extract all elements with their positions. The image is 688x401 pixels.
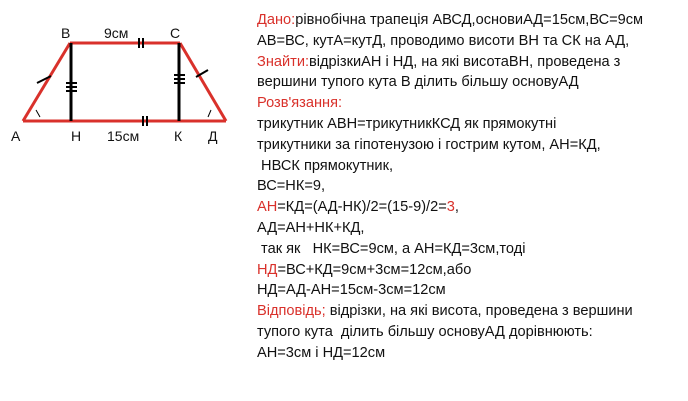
hk-length-label: 15см [107, 128, 140, 144]
bc-length-label: 9см [104, 25, 129, 41]
given-line-2: АВ=ВС, кутА=кутД, проводимо висоти ВН та СК на АД, [257, 32, 630, 49]
solution-text [257, 10, 682, 364]
vertex-label-d: Д [208, 128, 218, 144]
answer-line-2: тупого кута ділить більшу основуАД дорівнюють: [257, 323, 593, 340]
tick-marks [37, 38, 208, 126]
vertex-label-c: С [170, 25, 181, 41]
find-line-2: вершини тупого кута В ділить більшу основуАД [257, 74, 579, 91]
vertex-label-a: А [11, 128, 21, 144]
solution-line-8: НД=ВС+КД=9см+3см=12см,або [257, 261, 472, 278]
trapezoid-figure [0, 0, 250, 160]
answer-heading: Відповідь; [257, 303, 326, 320]
angle-marks [36, 110, 211, 117]
solution-line-5: АН=КД=(АД-НК)/2=(15-9)/2=3, [257, 199, 459, 216]
heights [71, 43, 179, 121]
vertex-label-b: В [61, 25, 71, 41]
trapezoid-sides [23, 43, 226, 121]
solution-line-1: трикутник АВН=трикутникКСД як прямокутні [257, 115, 557, 132]
solution-line-3: НВСК прямокутник, [257, 157, 394, 174]
angle-mark-d [208, 110, 211, 117]
point-label-k: К [174, 128, 183, 144]
given-heading: Дано: [257, 12, 296, 28]
side-ab [23, 43, 70, 121]
solution-line-4: ВС=НК=9, [257, 178, 326, 195]
answer-line-3: АН=3см і НД=12см [257, 344, 386, 361]
given-line-1: Дано:рівнобічна трапеція АВСД,основиАД=15см,ВС=9см [257, 12, 644, 28]
solution-line-6: АД=АН+НК+КД, [257, 219, 365, 236]
angle-mark-a [36, 110, 40, 117]
point-label-h: Н [71, 128, 82, 144]
find-heading: Знайти: [257, 53, 310, 70]
answer-line-1: Відповідь; відрізки, на які висота, проведена з вершини [257, 303, 633, 320]
solution-line-7: так як НК=ВС=9см, а АН=КД=3см,тоді [257, 240, 526, 257]
solution-line-9: НД=АД-АН=15см-3см=12см [257, 282, 446, 299]
side-cd [180, 43, 226, 121]
solution-heading: Розв'язання: [257, 95, 343, 112]
find-line-1: Знайти:відрізкиАН і НД, на які висотаВН, проведена з [257, 53, 621, 70]
solution-line-2: трикутники за гіпотенузою і гострим кутом, АН=КД, [257, 136, 601, 153]
